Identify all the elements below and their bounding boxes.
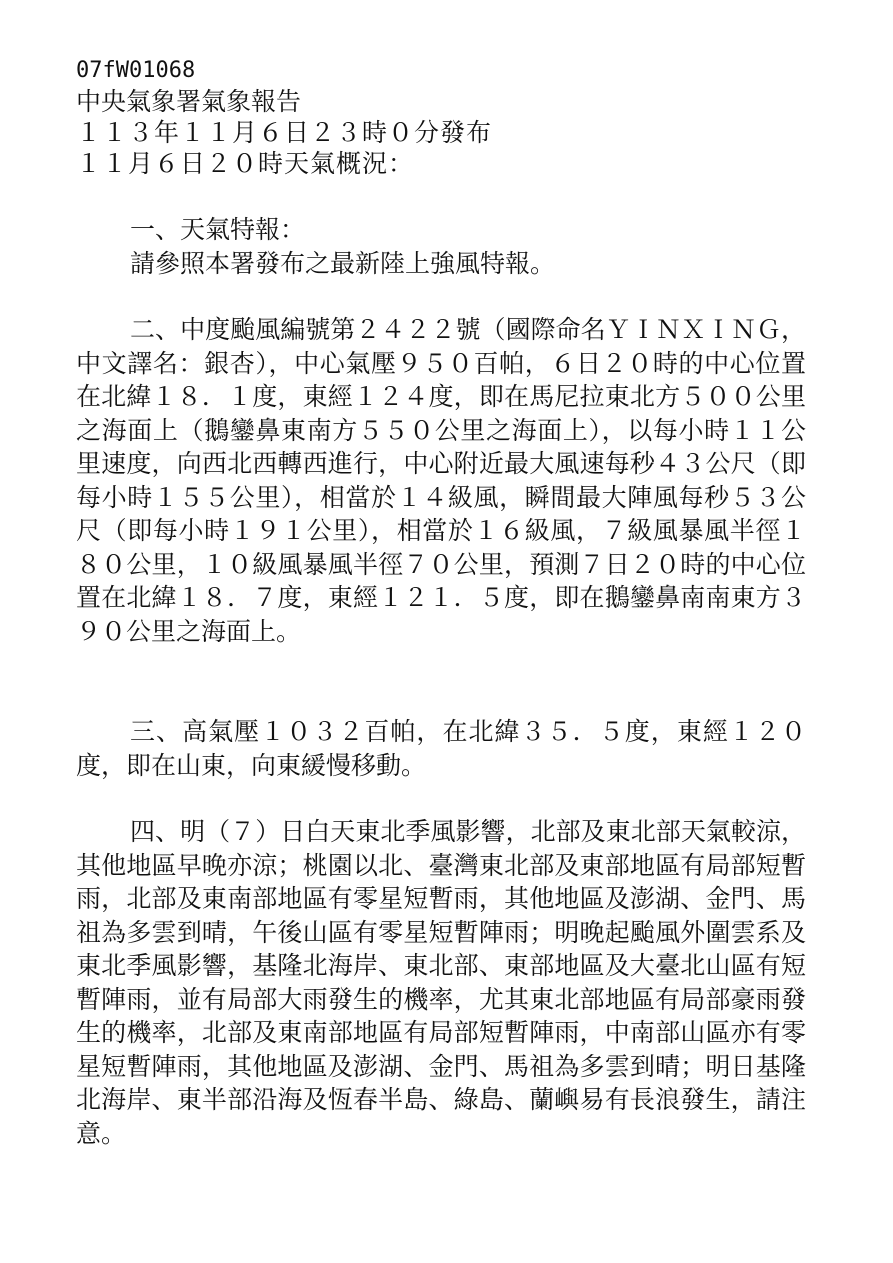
section-2-typhoon: 二、中度颱風編號第２４２２號（國際命名ＹＩＮＸＩＮＧ，中文譯名：銀杏），中心氣壓９５０百帕，６日２０時的中心位置在北緯１８．１度，東經１２４度，即在馬尼拉東北方５００公里之海面上（鵝鑾鼻東南方５５０公里之海面上），以每小時１１公里速度，向西北西轉西進行，中心附近最大風速每秒４３公尺（即每小時１５５公里），相當於１４級風，瞬間最大陣風每秒５３公尺（即每小時１９１公里），相當於１６級風，７級風暴風半徑１８０公里，１０級風暴風半徑７０公里，預測７日２０時的中心位置在北緯１８．７度，東經１２１．５度，即在鵝鑾鼻南南東方３９０公里之海面上。 xyxy=(76,315,806,646)
overview-heading: １１月６日２０時天氣概況： xyxy=(76,149,415,178)
report-title: 中央氣象署氣象報告 xyxy=(76,87,302,116)
spacer xyxy=(76,648,806,715)
section-1-body: 請參照本署發布之最新陸上強風特報。 xyxy=(130,248,556,278)
weather-report-document xyxy=(76,56,806,1150)
report-code: 07fW01068 xyxy=(76,58,196,83)
spacer xyxy=(76,280,806,313)
section-4-forecast: 四、明（７）日白天東北季風影響，北部及東北部天氣較涼，其他地區早晚亦涼；桃園以北、臺灣東北部及東部地區有局部短暫雨，北部及東南部地區有零星短暫雨，其他地區及澎湖、金門、馬祖為多雲到晴，午後山區有零星短暫陣雨；明晚起颱風外圍雲系及東北季風影響，基隆北海岸、東北部、東部地區及大臺北山區有短暫陣雨，並有局部大雨發生的機率，尤其東北部地區有局部豪雨發生的機率，北部及東南部地區有局部短暫陣雨，中南部山區亦有零星短暫陣雨，其他地區及澎湖、金門、馬祖為多雲到晴；明日基隆北海岸、東半部沿海及恆春半島、綠島、蘭嶼易有長浪發生，請注意。 xyxy=(76,817,806,1148)
section-3-high-pressure: 三、高氣壓１０３２百帕，在北緯３５．５度，東經１２０度，即在山東，向東緩慢移動。 xyxy=(76,717,806,780)
section-1-title: 一、天氣特報： xyxy=(130,215,306,244)
spacer xyxy=(76,179,806,213)
issue-time: １１３年１１月６日２３時０分發布 xyxy=(76,118,493,147)
spacer xyxy=(76,782,806,815)
